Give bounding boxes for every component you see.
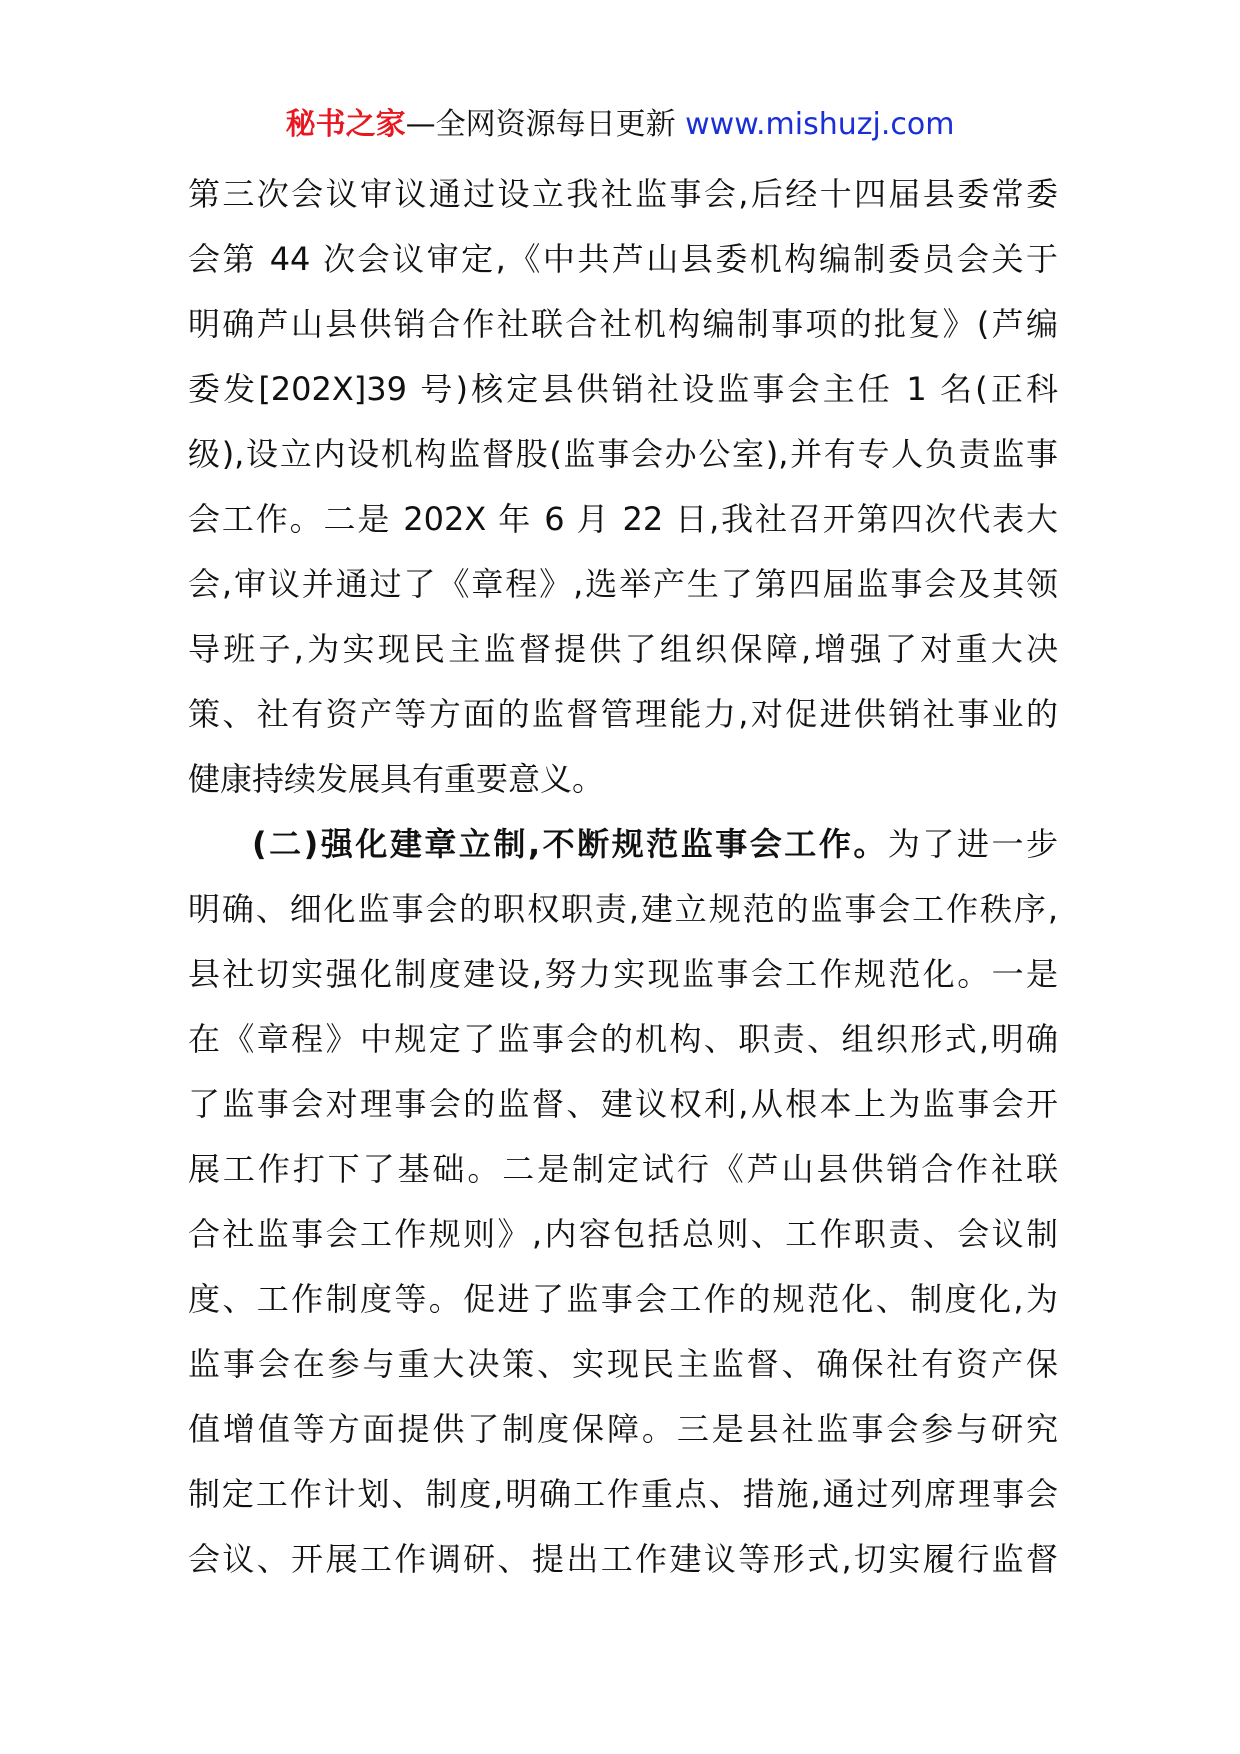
document-body — [188, 162, 1058, 1592]
header-tagline: —全网资源每日更新 — [405, 107, 676, 142]
text-line: 县社切实强化制度建设,努力实现监事会工作规范化。一是 — [188, 955, 1058, 993]
section-heading: (二)强化建章立制,不断规范监事会工作。 — [252, 825, 888, 863]
text-line: 合社监事会工作规则》,内容包括总则、工作职责、会议制 — [188, 1215, 1058, 1253]
header-brand: 秘书之家 — [285, 107, 406, 142]
text-line: 委发[202X]39 号)核定县供销社设监事会主任 1 名(正科 — [188, 370, 1058, 408]
text-line: 策、社有资产等方面的监督管理能力,对促进供销社事业的 — [188, 695, 1058, 733]
text-line: 会议、开展工作调研、提出工作建议等形式,切实履行监督 — [188, 1540, 1058, 1578]
text-line: 展工作打下了基础。二是制定试行《芦山县供销合作社联 — [188, 1150, 1058, 1188]
text-line: 会第 44 次会议审定,《中共芦山县委机构编制委员会关于 — [188, 240, 1058, 278]
text-line: 值增值等方面提供了制度保障。三是县社监事会参与研究 — [188, 1410, 1058, 1448]
text-line: 第三次会议审议通过设立我社监事会,后经十四届县委常委 — [188, 175, 1058, 213]
text-line: 监事会在参与重大决策、实现民主监督、确保社有资产保 — [188, 1345, 1058, 1383]
text-line: 健康持续发展具有重要意义。 — [188, 760, 605, 798]
header-url-link[interactable]: www.mishuzj.com — [685, 107, 955, 142]
page-header — [0, 103, 1240, 147]
text-line: 明确芦山县供销合作社联合社机构编制事项的批复》(芦编 — [188, 305, 1058, 343]
text-line: 度、工作制度等。促进了监事会工作的规范化、制度化,为 — [188, 1280, 1058, 1318]
text-line: 制定工作计划、制度,明确工作重点、措施,通过列席理事会 — [188, 1475, 1058, 1513]
text-line: 导班子,为实现民主监督提供了组织保障,增强了对重大决 — [188, 630, 1058, 668]
text-line: 级),设立内设机构监督股(监事会办公室),并有专人负责监事 — [188, 435, 1058, 473]
text-line: 在《章程》中规定了监事会的机构、职责、组织形式,明确 — [188, 1020, 1058, 1058]
text-line: 会,审议并通过了《章程》,选举产生了第四届监事会及其领 — [188, 565, 1058, 603]
text-line: 明确、细化监事会的职权职责,建立规范的监事会工作秩序, — [188, 890, 1058, 928]
text-line: 了监事会对理事会的监督、建议权利,从根本上为监事会开 — [188, 1085, 1058, 1123]
text-line: 会工作。二是 202X 年 6 月 22 日,我社召开第四次代表大 — [188, 500, 1058, 538]
section-first-line — [188, 812, 1058, 877]
section-heading-rest: 为了进一步 — [887, 825, 1058, 863]
